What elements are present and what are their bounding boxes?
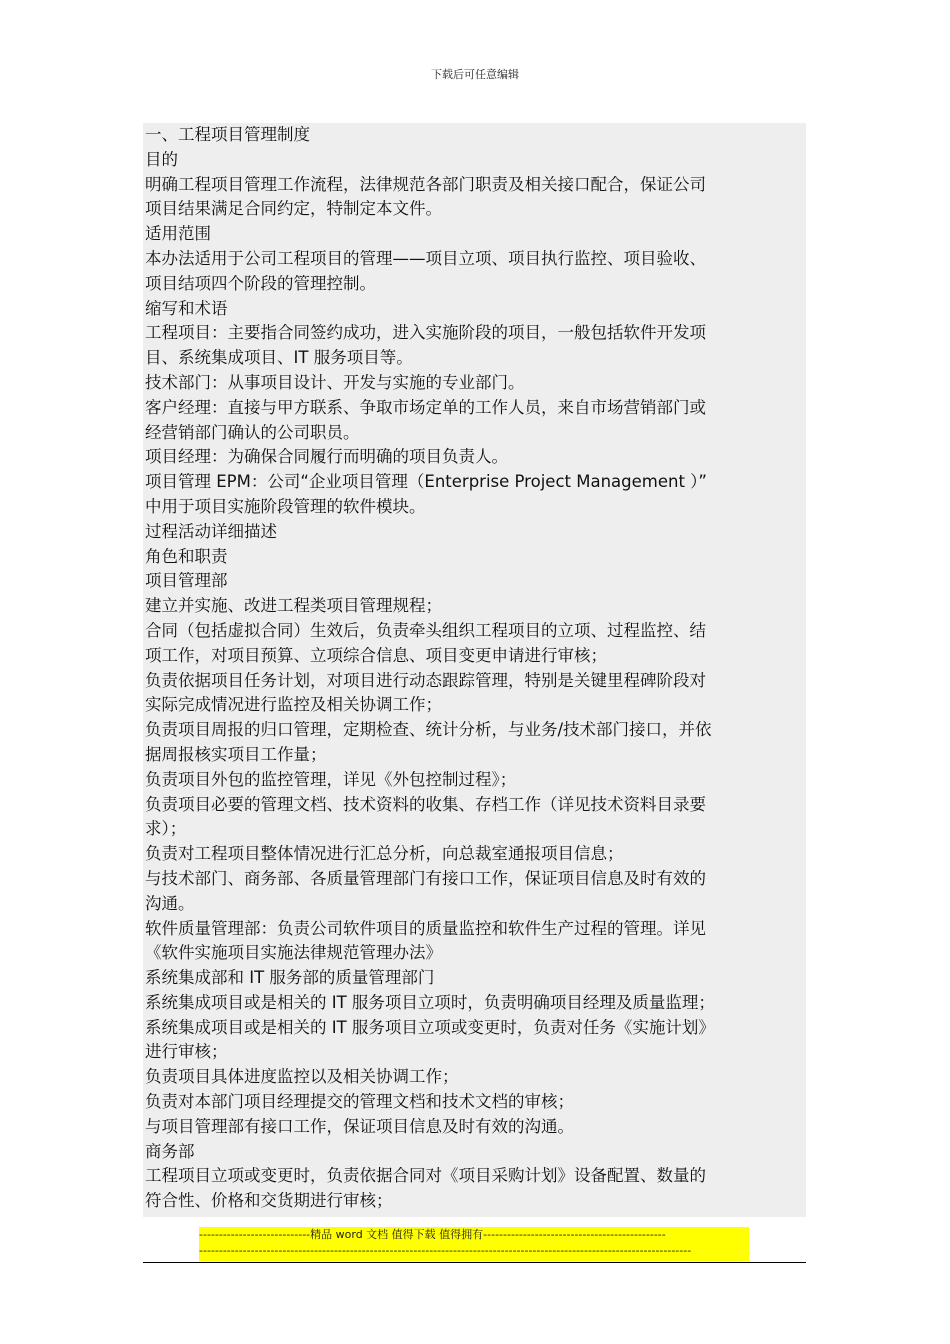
text-line: 进行审核； (145, 1042, 228, 1062)
text-line: 求）； (145, 819, 187, 839)
text-line: 负责对本部门项目经理提交的管理文档和技术文档的审核； (145, 1092, 574, 1112)
text-line: 负责依据项目任务计划，对项目进行动态跟踪管理，特别是关键里程碑阶段对 (145, 670, 706, 690)
text-line: 项目管理 EPM：公司“企业项目管理（Enterprise Project Management ）” (145, 472, 707, 492)
text-line: 项目管理部 (145, 571, 228, 591)
text-line: 经营销部门确认的公司职员。 (145, 422, 360, 442)
text-line: 过程活动详细描述 (145, 521, 277, 541)
text-line: 系统集成部和 IT 服务部的质量管理部门 (145, 968, 435, 988)
text-line: 《软件实施项目实施法律规范管理办法》 (145, 943, 442, 963)
text-line: 工程项目立项或变更时，负责依据合同对《项目采购计划》设备配置、数量的 (145, 1166, 706, 1186)
text-line: 角色和职责 (145, 546, 228, 566)
text-line: 系统集成项目或是相关的 IT 服务项目立项或变更时，负责对任务《实施计划》 (145, 1017, 715, 1037)
text-line: 负责项目必要的管理文档、技术资料的收集、存档工作（详见技术资料目录要 (145, 794, 706, 814)
text-line: 项工作，对项目预算、立项综合信息、项目变更申请进行审核； (145, 645, 607, 665)
text-line: 项目结果满足合同约定，特制定本文件。 (145, 199, 442, 219)
text-line: 商务部 (145, 1141, 195, 1161)
text-line: 建立并实施、改进工程类项目管理规程； (145, 596, 442, 616)
footer-rule (143, 1262, 806, 1263)
text-line: 技术部门：从事项目设计、开发与实施的专业部门。 (145, 372, 525, 392)
text-line: 目的 (145, 149, 178, 169)
text-line: 本办法适用于公司工程项目的管理——项目立项、项目执行监控、项目验收、 (145, 248, 706, 268)
text-line: 与技术部门、商务部、各质量管理部门有接口工作，保证项目信息及时有效的 (145, 868, 706, 888)
text-line: 据周报核实项目工作量； (145, 744, 327, 764)
text-line: 明确工程项目管理工作流程，法律规范各部门职责及相关接口配合，保证公司 (145, 174, 706, 194)
text-line: 适用范围 (145, 224, 211, 244)
text-line: 缩写和术语 (145, 298, 228, 318)
text-line: 目、系统集成项目、IT 服务项目等。 (145, 348, 413, 368)
text-line: 一、工程项目管理制度 (145, 125, 310, 144)
text-line: 项目经理：为确保合同履行而明确的项目负责人。 (145, 447, 508, 467)
text-line: 负责项目周报的归口管理，定期检查、统计分析，与业务/技术部门接口，并依 (145, 720, 712, 740)
page-header: 下载后可任意编辑 (431, 68, 519, 81)
text-line: 客户经理：直接与甲方联系、争取市场定单的工作人员，来自市场营销部门或 (145, 397, 706, 417)
text-line: 软件质量管理部：负责公司软件项目的质量监控和软件生产过程的管理。详见 (145, 918, 706, 938)
text-line: 系统集成项目或是相关的 IT 服务项目立项时，负责明确项目经理及质量监理； (145, 992, 715, 1012)
text-line: 工程项目：主要指合同签约成功，进入实施阶段的项目，一般包括软件开发项 (145, 323, 706, 343)
footer-banner-line-1: ----------------------------精品 word 文档 值得下载 值得拥有---------------------------------------------- (199, 1228, 666, 1241)
text-line: 与项目管理部有接口工作，保证项目信息及时有效的沟通。 (145, 1116, 574, 1136)
footer-banner-line-2: ---------------------------------------------------------------------------------------------------------------------------- (199, 1244, 692, 1257)
text-line: 实际完成情况进行监控及相关协调工作； (145, 695, 442, 715)
footer-banner (199, 1227, 749, 1261)
text-line: 项目结项四个阶段的管理控制。 (145, 273, 376, 293)
text-line: 符合性、价格和交货期进行审核； (145, 1191, 393, 1211)
text-line: 负责对工程项目整体情况进行汇总分析，向总裁室通报项目信息； (145, 844, 624, 864)
text-line: 合同（包括虚拟合同）生效后，负责牵头组织工程项目的立项、过程监控、结 (145, 620, 706, 640)
text-line: 负责项目外包的监控管理，详见《外包控制过程》； (145, 769, 517, 789)
text-line: 中用于项目实施阶段管理的软件模块。 (145, 496, 426, 516)
text-line: 沟通。 (145, 893, 195, 913)
document-body (143, 123, 806, 1217)
text-line: 负责项目具体进度监控以及相关协调工作； (145, 1067, 459, 1087)
